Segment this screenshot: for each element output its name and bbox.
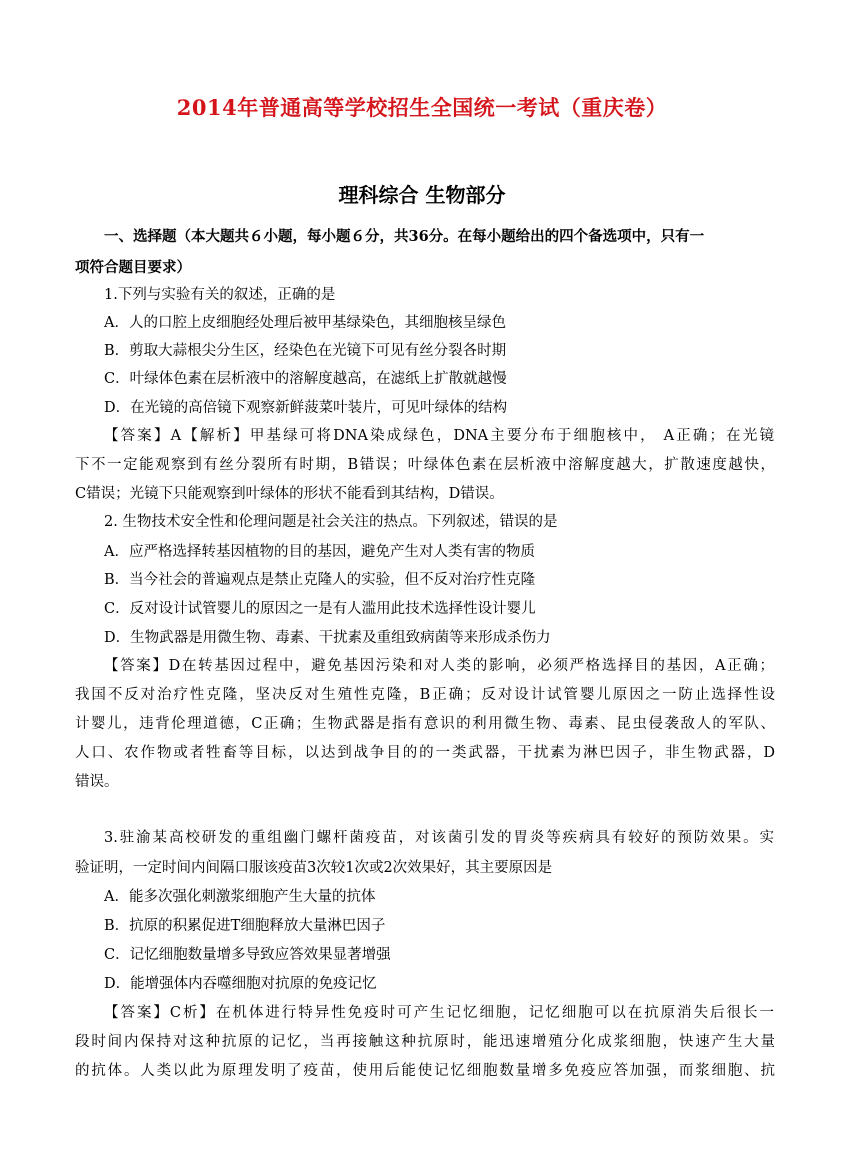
q1-answer-line3: C错误；光镜下只能观察到叶绿体的形状不能看到其结构，D错误。 [75,486,504,502]
q2-answer-line2: 我国不反对治疗性克隆，坚决反对生殖性克隆，B正确；反对设计试管婴儿原因之一防止选择性设 [75,687,775,703]
q2-answer-line1: 【答案】D在转基因过程中，避免基因污染和对人类的影响，必须严格选择目的基因，A正确； [104,658,774,674]
q1-answer-line1: 【答案】A【解析】甲基绿可将DNA染成绿色，DNA主要分布于细胞核中， A正确；在光镜 [104,428,774,444]
q2-option-d: D．生物武器是用微生物、毒素、干扰素及重组致病菌等来形成杀伤力 [104,630,551,646]
q3-answer-line3: 的抗体。人类以此为原理发明了疫苗，使用后能使记忆细胞数量增多免疫应答加强，而浆细胞、抗 [75,1063,775,1079]
q1-stem: 1.下列与实验有关的叙述，正确的是 [104,287,336,303]
q3-stem-line2: 验证明，一定时间内间隔口服该疫苗3次较1次或2次效果好，其主要原因是 [75,860,553,876]
q1-answer-line2: 下不一定能观察到有丝分裂所有时期，B错误；叶绿体色素在层析液中溶解度越大，扩散速度越快， [75,457,775,473]
q2-answer-line3: 计婴儿，违背伦理道德，C正确；生物武器是指有意识的利用微生物、毒素、昆虫侵袭敌人的军队、 [75,716,775,732]
q3-answer-line2: 段时间内保持对这种抗原的记忆，当再接触这种抗原时，能迅速增殖分化成浆细胞，快速产生大量 [75,1034,775,1050]
q2-answer-line5: 错误。 [75,774,119,790]
document-title: 2014年普通高等学校招生全国统一考试（重庆卷） [176,95,668,120]
q3-option-c: C．记忆细胞数量增多导致应答效果显著增强 [104,947,391,963]
q3-stem-line1: 3.驻渝某高校研发的重组幽门螺杆菌疫苗，对该菌引发的胃炎等疾病具有较好的预防效果。实 [104,830,774,846]
q2-option-b: B．当今社会的普遍观点是禁止克隆人的实验，但不反对治疗性克隆 [104,572,536,588]
q1-option-a: A．人的口腔上皮细胞经处理后被甲基绿染色，其细胞核呈绿色 [104,315,506,331]
q2-answer-line4: 人口、农作物或者牲畜等目标，以达到战争目的的一类武器，干扰素为淋巴因子，非生物武器，D [75,745,775,761]
q3-option-d: D．能增强体内吞噬细胞对抗原的免疫记忆 [104,976,377,992]
section-heading-line1: 一、选择题（本大题共６小题，每小题６分，共36分。在每小题给出的四个备选项中，只有一 [104,228,705,245]
q1-option-d: D．在光镜的高倍镜下观察新鲜菠菜叶装片，可见叶绿体的结构 [104,400,508,416]
q3-option-b: B．抗原的积累促进T细胞释放大量淋巴因子 [104,918,386,934]
q1-option-b: B．剪取大蒜根尖分生区，经染色在光镜下可见有丝分裂各时期 [104,343,507,359]
q2-option-a: A．应严格选择转基因植物的目的基因，避免产生对人类有害的物质 [104,544,535,560]
q3-option-a: A．能多次强化刺激浆细胞产生大量的抗体 [104,889,376,905]
document-subtitle: 理科综合 生物部分 [338,183,506,207]
q2-stem: 2. 生物技术安全性和伦理问题是社会关注的热点。下列叙述，错误的是 [104,514,558,530]
q3-answer-line1: 【答案】C析】在机体进行特异性免疫时可产生记忆细胞，记忆细胞可以在抗原消失后很长一 [104,1005,774,1021]
section-heading-line2: 项符合题目要求） [75,259,191,276]
q2-option-c: C．反对设计试管婴儿的原因之一是有人滥用此技术选择性设计婴儿 [104,601,536,617]
q1-option-c: C．叶绿体色素在层析液中的溶解度越高，在滤纸上扩散就越慢 [104,371,507,387]
